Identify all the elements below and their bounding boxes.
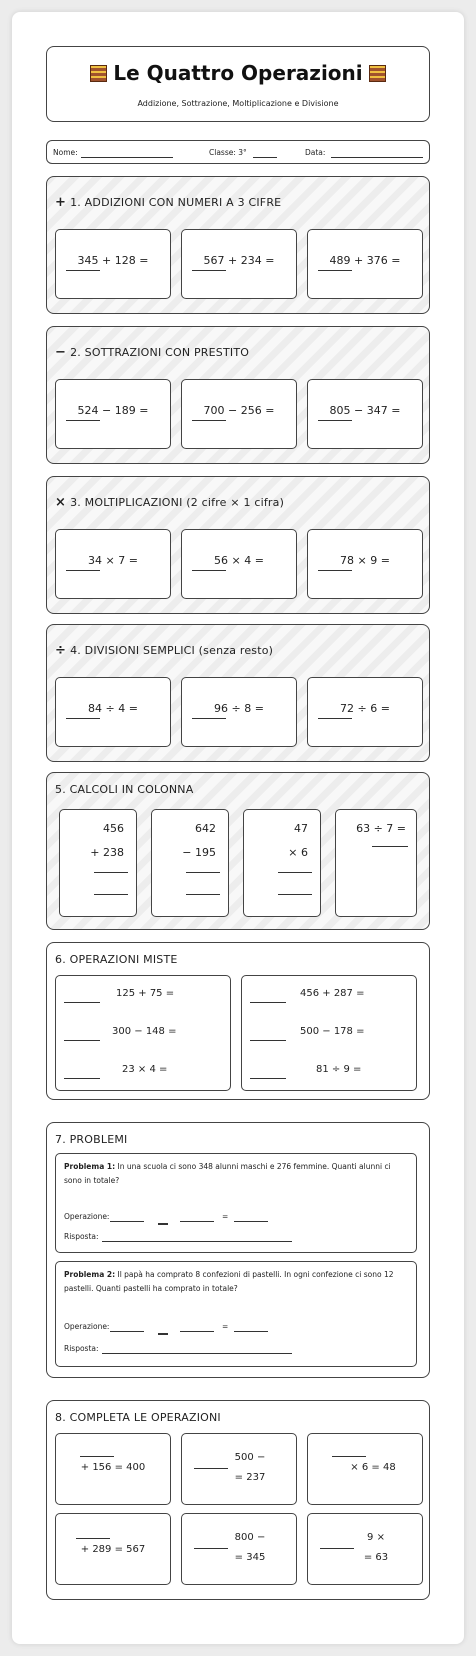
complete-card[interactable]: [55, 1513, 171, 1585]
section-title: 8. COMPLETA LE OPERAZIONI: [55, 1411, 221, 1424]
operation-blank[interactable]: [110, 1221, 144, 1222]
exercise-card[interactable]: [55, 229, 171, 299]
exercise-card[interactable]: [307, 677, 423, 747]
exercise-text: 81 ÷ 9 =: [316, 1064, 362, 1075]
operation-bottom: = 345: [234, 1552, 266, 1563]
exercise-card[interactable]: [181, 229, 297, 299]
section-title: ÷ 4. DIVISIONI SEMPLICI (senza resto): [55, 643, 274, 658]
exercise-text: 300 − 148 =: [112, 1026, 177, 1037]
risposta-field[interactable]: [102, 1353, 292, 1354]
section-moltiplicazioni: [46, 476, 430, 614]
exercise-card[interactable]: [55, 677, 171, 747]
section-colonna: [46, 772, 430, 930]
exercise-text: 489 + 376 =: [329, 254, 401, 267]
section-title: + 1. ADDIZIONI CON NUMERI A 3 CIFRE: [55, 195, 282, 210]
answer-blank[interactable]: [76, 1538, 110, 1539]
divide-icon: ÷: [55, 643, 67, 658]
operation-top: 9 ×: [367, 1532, 385, 1543]
answer-blank[interactable]: [250, 1040, 286, 1041]
classe-field[interactable]: [253, 157, 277, 158]
answer-blank[interactable]: [250, 1002, 286, 1003]
exercise-card[interactable]: [307, 379, 423, 449]
column-bottom: − 195: [182, 846, 216, 859]
complete-card[interactable]: [307, 1513, 423, 1585]
nome-label: Nome:: [53, 148, 78, 157]
problem-card: [55, 1153, 417, 1253]
section-divisioni: [46, 624, 430, 762]
answer-blank[interactable]: [372, 846, 408, 847]
column-card[interactable]: [59, 809, 137, 917]
answer-blank[interactable]: [192, 270, 226, 271]
operation-bottom: × 6 = 48: [350, 1462, 396, 1473]
column-top: 456: [103, 822, 124, 835]
equals-sign: =: [222, 1212, 229, 1221]
answer-blank[interactable]: [192, 718, 226, 719]
exercise-text: 125 + 75 =: [116, 988, 175, 999]
exercise-text: 500 − 178 =: [300, 1026, 365, 1037]
section-problemi: [46, 1122, 430, 1378]
problem-text: Problema 1: In una scuola ci sono 348 alunni maschi e 276 femmine. Quanti alunni ci sono in totale?: [64, 1162, 391, 1185]
answer-blank[interactable]: [192, 420, 226, 421]
student-info-box: [46, 140, 430, 164]
exercise-text: 96 ÷ 8 =: [214, 702, 264, 715]
answer-blank[interactable]: [192, 570, 226, 571]
section-title: 6. OPERAZIONI MISTE: [55, 953, 178, 966]
division-text: 63 ÷ 7 =: [356, 822, 406, 835]
operation-bottom: + 156 = 400: [80, 1462, 146, 1473]
exercise-card[interactable]: [181, 677, 297, 747]
result-blank[interactable]: [234, 1331, 268, 1332]
answer-blank[interactable]: [194, 1468, 228, 1469]
classe-label: Classe: 3°: [209, 148, 247, 157]
page-subtitle: Addizione, Sottrazione, Moltiplicazione e Divisione: [137, 99, 339, 108]
answer-blank[interactable]: [66, 420, 100, 421]
mixed-card-left[interactable]: [55, 975, 231, 1091]
column-line: [278, 872, 312, 873]
operation-blank[interactable]: [180, 1331, 214, 1332]
risposta-field[interactable]: [102, 1241, 292, 1242]
header-box: [46, 46, 430, 122]
operazione-label: Operazione:: [64, 1212, 110, 1221]
column-top: 47: [294, 822, 308, 835]
answer-blank[interactable]: [318, 420, 352, 421]
operation-blank[interactable]: [180, 1221, 214, 1222]
exercise-card[interactable]: [181, 529, 297, 599]
operation-top: 800 −: [234, 1532, 266, 1543]
exercise-text: 34 × 7 =: [88, 554, 138, 567]
times-icon: ×: [55, 495, 67, 510]
answer-blank[interactable]: [64, 1078, 100, 1079]
abacus-icon: [369, 65, 386, 82]
plus-icon: +: [55, 195, 67, 210]
section-miste: [46, 942, 430, 1100]
answer-blank[interactable]: [278, 894, 312, 895]
nome-field[interactable]: [81, 157, 173, 158]
exercise-card[interactable]: [181, 379, 297, 449]
answer-blank[interactable]: [80, 1456, 114, 1457]
answer-blank[interactable]: [194, 1548, 228, 1549]
exercise-text: 524 − 189 =: [77, 404, 149, 417]
answer-blank[interactable]: [64, 1002, 100, 1003]
answer-blank[interactable]: [318, 718, 352, 719]
answer-blank[interactable]: [250, 1078, 286, 1079]
minus-icon: −: [55, 345, 67, 360]
answer-blank[interactable]: [320, 1548, 354, 1549]
column-card[interactable]: [335, 809, 417, 917]
section-sottrazioni: [46, 326, 430, 464]
complete-card[interactable]: [55, 1433, 171, 1505]
operation-bottom: + 289 = 567: [80, 1544, 146, 1555]
equals-sign: =: [222, 1322, 229, 1331]
answer-blank[interactable]: [66, 718, 100, 719]
abacus-icon: [90, 65, 107, 82]
exercise-card[interactable]: [55, 379, 171, 449]
risposta-label: Risposta:: [64, 1232, 99, 1241]
operation-blank[interactable]: [110, 1331, 144, 1332]
complete-card[interactable]: [307, 1433, 423, 1505]
data-label: Data:: [305, 148, 326, 157]
data-field[interactable]: [331, 157, 423, 158]
exercise-text: 567 + 234 =: [203, 254, 275, 267]
complete-card[interactable]: [181, 1513, 297, 1585]
mixed-card-right[interactable]: [241, 975, 417, 1091]
problem-card: [55, 1261, 417, 1367]
answer-blank[interactable]: [66, 270, 100, 271]
section-title: 7. PROBLEMI: [55, 1133, 128, 1146]
problem-text: Problema 2: Il papà ha comprato 8 confezioni di pastelli. In ogni confezione ci sono 12 pastelli. Quanti pastelli ha comprato in totale?: [64, 1270, 394, 1293]
exercise-text: 456 + 287 =: [300, 988, 365, 999]
column-card[interactable]: [151, 809, 229, 917]
exercise-text: 345 + 128 =: [77, 254, 149, 267]
answer-blank[interactable]: [64, 1040, 100, 1041]
risposta-label: Risposta:: [64, 1344, 99, 1353]
exercise-card[interactable]: [307, 229, 423, 299]
exercise-card[interactable]: [307, 529, 423, 599]
operation-bottom: = 63: [363, 1552, 389, 1563]
operation-top: 500 −: [234, 1452, 266, 1463]
section-completa: [46, 1400, 430, 1600]
page-title: [47, 61, 429, 85]
exercise-text: 23 × 4 =: [122, 1064, 168, 1075]
answer-blank[interactable]: [318, 270, 352, 271]
operator-blank[interactable]: [158, 1223, 168, 1225]
result-blank[interactable]: [234, 1221, 268, 1222]
exercise-text: 72 ÷ 6 =: [340, 702, 390, 715]
column-bottom: + 238: [90, 846, 124, 859]
exercise-text: 805 − 347 =: [329, 404, 401, 417]
section-title: × 3. MOLTIPLICAZIONI (2 cifre × 1 cifra): [55, 495, 285, 510]
exercise-text: 78 × 9 =: [340, 554, 390, 567]
section-addizioni: [46, 176, 430, 314]
operazione-label: Operazione:: [64, 1322, 110, 1331]
column-line: [94, 872, 128, 873]
section-title: 5. CALCOLI IN COLONNA: [55, 783, 194, 796]
exercise-text: 700 − 256 =: [203, 404, 275, 417]
operator-blank[interactable]: [158, 1333, 168, 1335]
operation-bottom: = 237: [234, 1472, 266, 1483]
column-bottom: × 6: [288, 846, 308, 859]
answer-blank[interactable]: [332, 1456, 366, 1457]
exercise-card[interactable]: [55, 529, 171, 599]
complete-card[interactable]: [181, 1433, 297, 1505]
column-card[interactable]: [243, 809, 321, 917]
title-text: Le Quattro Operazioni: [113, 61, 363, 85]
exercise-text: 56 × 4 =: [214, 554, 264, 567]
section-title: − 2. SOTTRAZIONI CON PRESTITO: [55, 345, 250, 360]
exercise-text: 84 ÷ 4 =: [88, 702, 138, 715]
answer-blank[interactable]: [94, 894, 128, 895]
column-line: [186, 872, 220, 873]
answer-blank[interactable]: [66, 570, 100, 571]
column-top: 642: [195, 822, 216, 835]
answer-blank[interactable]: [186, 894, 220, 895]
answer-blank[interactable]: [318, 570, 352, 571]
